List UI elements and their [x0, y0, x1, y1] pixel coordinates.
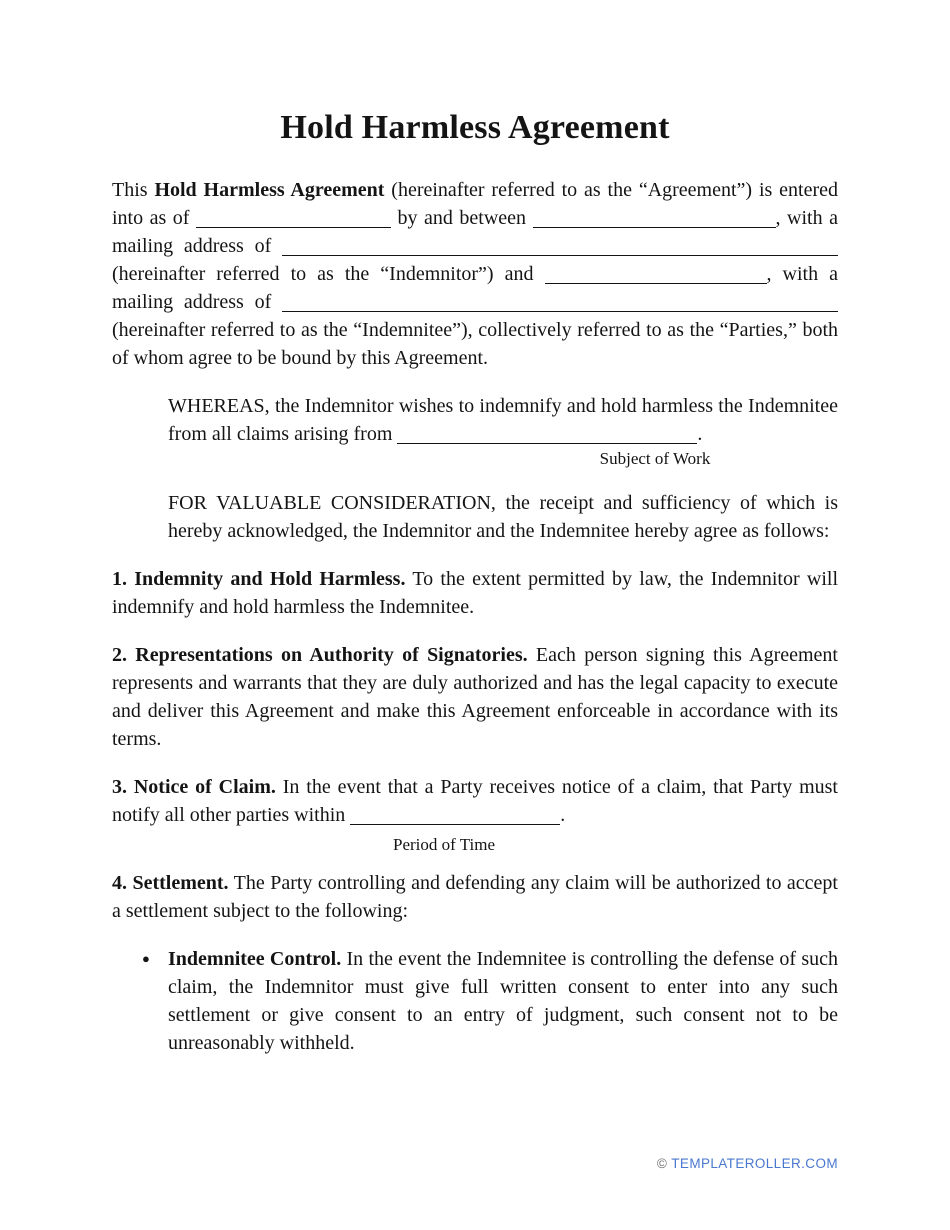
section-1-heading: 1. Indemnity and Hold Harmless. — [112, 568, 406, 590]
section-4-heading: 4. Settlement. — [112, 872, 229, 894]
section-2-heading: 2. Representations on Authority of Signatories. — [112, 644, 528, 666]
intro-paragraph — [112, 176, 838, 372]
intro-text-6: , with a mailing address of — [112, 263, 838, 313]
section-3-heading: 3. Notice of Claim. — [112, 776, 276, 798]
templateroller-link[interactable]: TEMPLATEROLLER.COM — [671, 1156, 838, 1171]
consideration-paragraph — [168, 489, 838, 545]
page-title: Hold Harmless Agreement — [280, 109, 670, 146]
intro-bold-title: Hold Harmless Agreement — [154, 179, 385, 201]
document-content — [112, 0, 838, 1077]
intro-text-2: (hereinafter referred to as the “Agreement”) is entered into as of — [112, 179, 839, 229]
indemnitee-address-blank[interactable] — [282, 291, 838, 312]
copyright-icon: © — [656, 1156, 668, 1171]
indemnitee-name-blank[interactable] — [545, 263, 767, 284]
intro-text-3: by and between — [390, 207, 533, 229]
indemnitor-name-blank[interactable] — [533, 207, 776, 228]
section-3-paragraph — [112, 773, 838, 854]
intro-text-7: (hereinafter referred to as the “Indemnitee”), collectively referred to as the “Parties,” both of whom agree to be bound by this Agreement. — [112, 319, 838, 369]
agreement-date-blank[interactable] — [196, 207, 391, 228]
intro-text-4: , with a mailing address of — [112, 207, 839, 257]
section-3-body: In the event that a Party receives notice of a claim, that Party must notify all other parties within — [112, 776, 838, 826]
whereas-period: . — [697, 423, 703, 445]
period-of-time-caption: Period of Time — [392, 835, 496, 854]
subject-of-work-caption: Subject of Work — [599, 449, 711, 468]
bullet-item-indemnitee-control — [142, 945, 838, 1057]
whereas-text: WHEREAS, the Indemnitor wishes to indemnify and hold harmless the Indemnitee from all claims arising from — [168, 395, 838, 445]
intro-text-5: (hereinafter referred to as the “Indemnitor”) and — [112, 263, 545, 285]
section-2-body: Each person signing this Agreement represents and warrants that they are duly authorized and has the legal capacity to execute and deliver this Agreement and make this Agreement enforceable in accordance with its terms. — [112, 644, 838, 750]
bullet-icon: ● — [142, 951, 150, 966]
intro-text-1: This — [112, 179, 155, 201]
section-4-paragraph — [112, 869, 838, 925]
bullet-body: In the event the Indemnitee is controlling the defense of such claim, the Indemnitor must give full written consent to enter into any such settlement or give consent to an entry of judgment, such consent not to be unreasonably withheld. — [168, 948, 838, 1054]
whereas-paragraph — [168, 392, 838, 468]
indemnitor-address-blank[interactable] — [282, 235, 838, 256]
section-2-paragraph — [112, 641, 838, 753]
section-4-body: The Party controlling and defending any claim will be authorized to accept a settlement subject to the following: — [112, 872, 838, 922]
footer — [657, 1155, 838, 1172]
section-1-paragraph — [112, 565, 838, 621]
consideration-text: FOR VALUABLE CONSIDERATION, the receipt and sufficiency of which is hereby acknowledged, the Indemnitor and the Indemnitee hereby agree as follows: — [168, 492, 838, 542]
subject-of-work-blank[interactable] — [397, 423, 697, 444]
bullet-heading: Indemnitee Control. — [168, 948, 342, 970]
section-3-period: . — [560, 804, 566, 826]
notice-period-blank[interactable] — [350, 804, 560, 825]
section-1-body: To the extent permitted by law, the Indemnitor will indemnify and hold harmless the Indemnitee. — [112, 568, 838, 618]
